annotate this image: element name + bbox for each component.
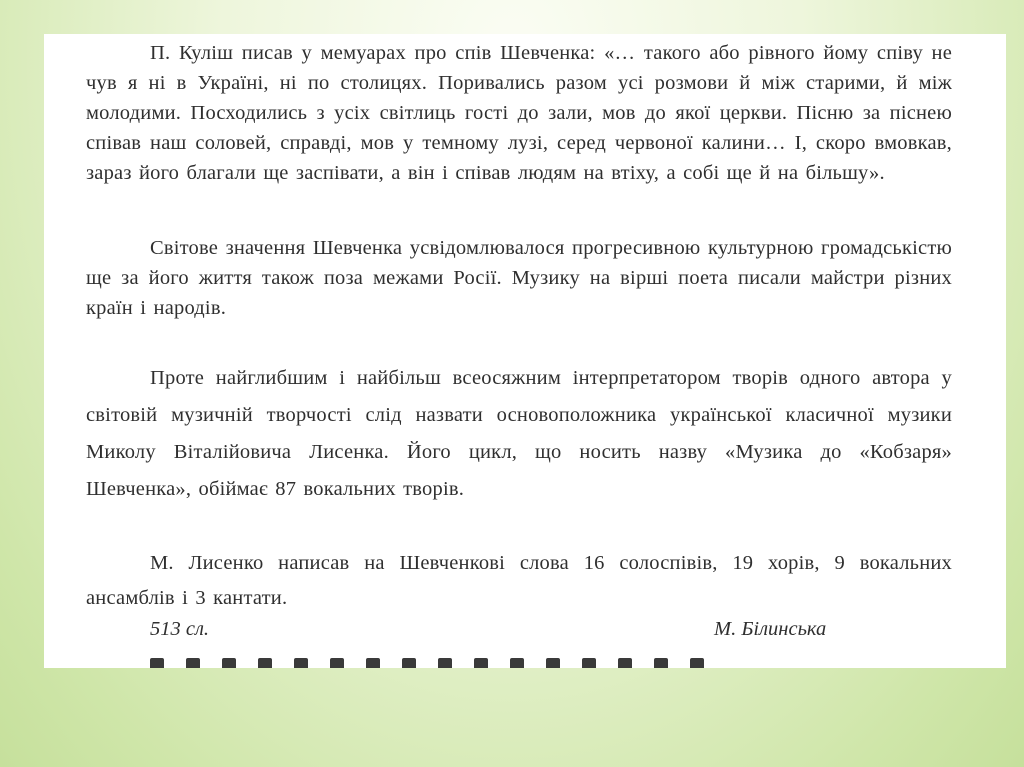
paragraph-lysenko-works: М. Лисенко написав на Шевченкові слова 16 солоспівів, 19 хорів, 9 вокальних ансамблів і 3 кантати. bbox=[86, 552, 952, 609]
document-page bbox=[44, 34, 1006, 668]
signature-author: М. Білинська bbox=[714, 618, 827, 640]
paragraph-world-significance: Світове значення Шевченка усвідомлювалося прогресивною культурною громадськістю ще за його життя також поза межами Росії. Музику на вірші поета писали майстри різних країн і народів. bbox=[86, 237, 952, 319]
paragraph-kulish-memoir: П. Куліш писав у мемуарах про спів Шевченка: «… такого або рівного йому співу не чув я ні в Україні, ні по столицях. Поривались разом усі розмови й між старими, й між молодими. Посходились з усіх світлиць гості до зали, мов до якої церкви. Пісню за піснею співав наш соловей, справді, мов у темному лузі, серед червоної калини… І, скоро вмовкав, зараз його благали ще заспівати, а він і співав людям на втіху, а собі ще й на більшу». bbox=[86, 42, 952, 184]
cut-off-text-line bbox=[150, 658, 750, 668]
paragraph-lysenko-interpreter: Проте найглибшим і найбільш всеосяжним інтерпретатором творів одного автора у світовій музичній творчості слід назвати основоположника української класичної музики Миколу Віталійовича Лисенка. Його цикл, що носить назву «Музика до «Кобзаря» Шевченка», обіймає 87 вокальних творів. bbox=[86, 367, 952, 500]
signature-count: 513 сл. bbox=[150, 618, 210, 640]
